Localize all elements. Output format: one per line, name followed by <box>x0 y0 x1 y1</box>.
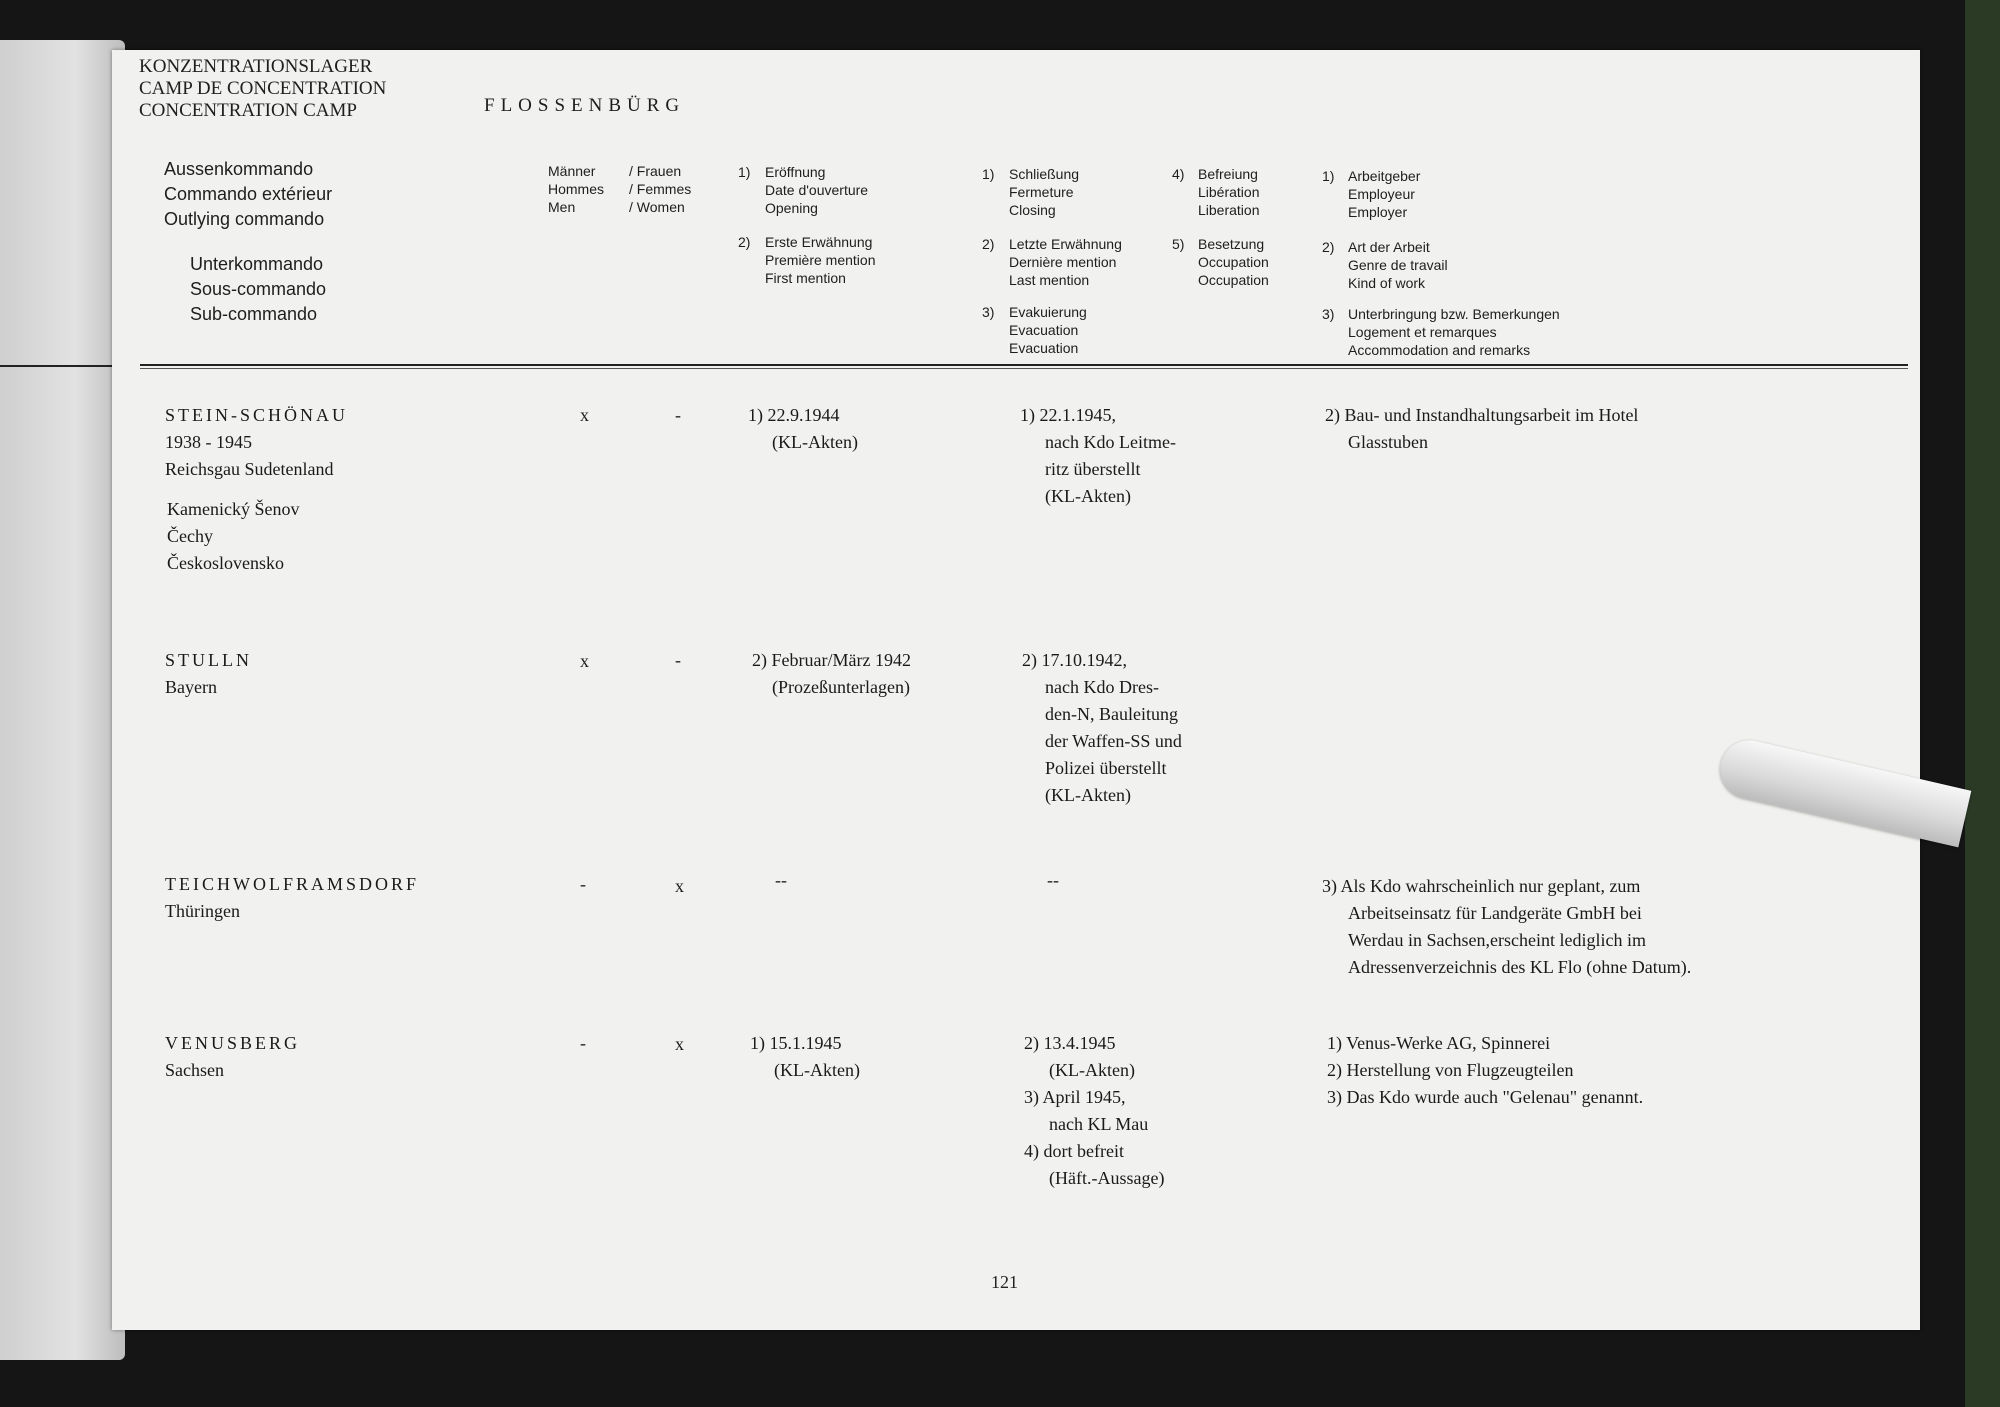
col3-liberation-en: Liberation <box>1198 202 1260 218</box>
opening-date: 1) 22.9.1944 <box>748 405 840 425</box>
remarks-line: 2) Herstellung von Flugzeugteilen <box>1327 1060 1574 1080</box>
women-mark: x <box>675 876 684 896</box>
opening-source: (KL-Akten) <box>772 432 858 452</box>
men-mark: x <box>580 405 589 425</box>
men-mark: - <box>580 874 586 894</box>
col4-kind-of-work-fr: Genre de travail <box>1348 257 1448 273</box>
first-mention-date: 2) Februar/März 1942 <box>752 650 911 670</box>
col2-last-mention-de: Letzte Erwähnung <box>1009 236 1122 252</box>
row-region: Sachsen <box>165 1060 224 1080</box>
col3-occupation-fr: Occupation <box>1198 254 1269 270</box>
closing-source: (KL-Akten) <box>1045 486 1131 506</box>
col2-closing-en: Closing <box>1009 202 1056 218</box>
closing-note: ritz überstellt <box>1045 459 1141 479</box>
last-mention-note: den-N, Bauleitung <box>1045 704 1178 724</box>
col2-evacuation-fr: Evacuation <box>1009 322 1079 338</box>
remarks-line: Arbeitseinsatz für Landgeräte GmbH bei <box>1348 903 1642 923</box>
col4-employer-de: Arbeitgeber <box>1348 168 1421 184</box>
women-mark: - <box>675 650 681 670</box>
sub-label-fr: Sous-commando <box>190 279 327 299</box>
men-mark: x <box>580 651 589 671</box>
last-mention-note: nach Kdo Dres- <box>1045 677 1159 697</box>
remarks-line: Glasstuben <box>1348 432 1428 452</box>
men-mark: - <box>580 1033 586 1053</box>
evacuation-note: nach KL Mau <box>1049 1114 1149 1134</box>
closing-note: nach Kdo Leitme- <box>1045 432 1176 452</box>
liberation-source: (Häft.-Aussage) <box>1049 1168 1165 1188</box>
col2-num-3: 3) <box>982 304 995 320</box>
col1-opening-en: Opening <box>765 200 818 216</box>
col1-num-2: 2) <box>738 234 751 250</box>
last-mention-date: 2) 17.10.1942, <box>1022 650 1127 670</box>
opening-source: (KL-Akten) <box>774 1060 860 1080</box>
col4-num-2: 2) <box>1322 239 1335 255</box>
evacuation-date: 3) April 1945, <box>1024 1087 1126 1107</box>
col4-remarks-en: Accommodation and remarks <box>1348 342 1531 358</box>
col2-closing-de: Schließung <box>1009 166 1080 182</box>
remarks-line: 1) Venus-Werke AG, Spinnerei <box>1327 1033 1551 1053</box>
header-divider-thin <box>140 368 1908 369</box>
col4-kind-of-work-en: Kind of work <box>1348 275 1426 291</box>
row-local-name: Kamenický Šenov <box>167 499 300 519</box>
sub-label-de: Unterkommando <box>190 254 324 274</box>
scan-background-edge <box>1965 0 2000 1407</box>
col2-last-mention-fr: Dernière mention <box>1009 254 1117 270</box>
outlying-label-en: Outlying commando <box>164 209 325 229</box>
page-number: 121 <box>991 1272 1018 1292</box>
closing-date: -- <box>1047 870 1059 890</box>
col1-first-mention-fr: Première mention <box>765 252 876 268</box>
women-label-en: / Women <box>629 199 685 215</box>
row-years: 1938 - 1945 <box>165 432 252 452</box>
col1-opening-de: Eröffnung <box>765 164 826 180</box>
outlying-label-fr: Commando extérieur <box>164 184 333 204</box>
men-label-fr: Hommes <box>548 181 605 197</box>
women-mark: x <box>675 1034 684 1054</box>
title-line-en: CONCENTRATION CAMP <box>139 100 357 121</box>
col2-last-mention-en: Last mention <box>1009 272 1090 288</box>
opening-date: 1) 15.1.1945 <box>750 1033 842 1053</box>
col4-employer-en: Employer <box>1348 204 1408 220</box>
row-name: STULLN <box>165 650 252 670</box>
sub-label-en: Sub-commando <box>190 304 318 324</box>
col2-closing-fr: Fermeture <box>1009 184 1074 200</box>
col3-occupation-de: Besetzung <box>1198 236 1265 252</box>
women-mark: - <box>675 405 681 425</box>
row-name: TEICHWOLFRAMSDORF <box>165 874 420 894</box>
last-mention-note: Polizei überstellt <box>1045 758 1167 778</box>
document-page <box>112 50 1920 1330</box>
women-label-fr: / Femmes <box>629 181 692 197</box>
col2-evacuation-de: Evakuierung <box>1009 304 1087 320</box>
remarks-line: Adressenverzeichnis des KL Flo (ohne Datum). <box>1348 957 1692 977</box>
remarks-line: Werdau in Sachsen,erscheint lediglich im <box>1348 930 1646 950</box>
col2-num-2: 2) <box>982 236 995 252</box>
camp-name: FLOSSENBÜRG <box>484 95 686 116</box>
row-name: VENUSBERG <box>165 1033 301 1053</box>
col1-num-1: 1) <box>738 164 751 180</box>
col2-num-1: 1) <box>982 166 995 182</box>
opening-date: -- <box>775 870 787 890</box>
col4-num-3: 3) <box>1322 306 1335 322</box>
row-region: Thüringen <box>165 901 240 921</box>
men-label-de: Männer <box>548 163 596 179</box>
title-line-fr: CAMP DE CONCENTRATION <box>139 78 387 99</box>
first-mention-source: (Prozeßunterlagen) <box>772 677 910 697</box>
women-label-de: / Frauen <box>629 163 682 179</box>
last-mention-date: 2) 13.4.1945 <box>1024 1033 1116 1053</box>
col4-remarks-de: Unterbringung bzw. Bemerkungen <box>1348 306 1560 322</box>
last-mention-source: (KL-Akten) <box>1045 785 1131 805</box>
col4-kind-of-work-de: Art der Arbeit <box>1348 239 1430 255</box>
col4-num-1: 1) <box>1322 168 1335 184</box>
last-mention-source: (KL-Akten) <box>1049 1060 1135 1080</box>
closing-date: 1) 22.1.1945, <box>1020 405 1116 425</box>
col4-employer-fr: Employeur <box>1348 186 1415 202</box>
col3-num-5: 5) <box>1172 236 1185 252</box>
col3-occupation-en: Occupation <box>1198 272 1269 288</box>
col1-first-mention-de: Erste Erwähnung <box>765 234 873 250</box>
col1-opening-fr: Date d'ouverture <box>765 182 869 198</box>
title-line-de: KONZENTRATIONSLAGER <box>139 56 373 77</box>
row-name: STEIN-SCHÖNAU <box>165 405 348 425</box>
row-region: Reichsgau Sudetenland <box>165 459 334 479</box>
men-label-en: Men <box>548 199 576 215</box>
col3-liberation-fr: Libération <box>1198 184 1260 200</box>
last-mention-note: der Waffen-SS und <box>1045 731 1182 751</box>
remarks-line: 3) Als Kdo wahrscheinlich nur geplant, zum <box>1322 876 1641 896</box>
row-region: Bayern <box>165 677 217 697</box>
row-local-country: Československo <box>167 553 284 573</box>
col3-num-4: 4) <box>1172 166 1185 182</box>
remarks-line: 3) Das Kdo wurde auch "Gelenau" genannt. <box>1327 1087 1644 1107</box>
col2-evacuation-en: Evacuation <box>1009 340 1079 356</box>
row-local-region: Čechy <box>167 526 213 546</box>
header-divider <box>140 364 1908 366</box>
facing-page-edge <box>0 40 125 1360</box>
liberation-note: 4) dort befreit <box>1024 1141 1124 1161</box>
col4-remarks-fr: Logement et remarques <box>1348 324 1497 340</box>
outlying-label-de: Aussenkommando <box>164 159 314 179</box>
col3-liberation-de: Befreiung <box>1198 166 1258 182</box>
remarks-line: 2) Bau- und Instandhaltungsarbeit im Hotel <box>1325 405 1639 425</box>
col1-first-mention-en: First mention <box>765 270 846 286</box>
